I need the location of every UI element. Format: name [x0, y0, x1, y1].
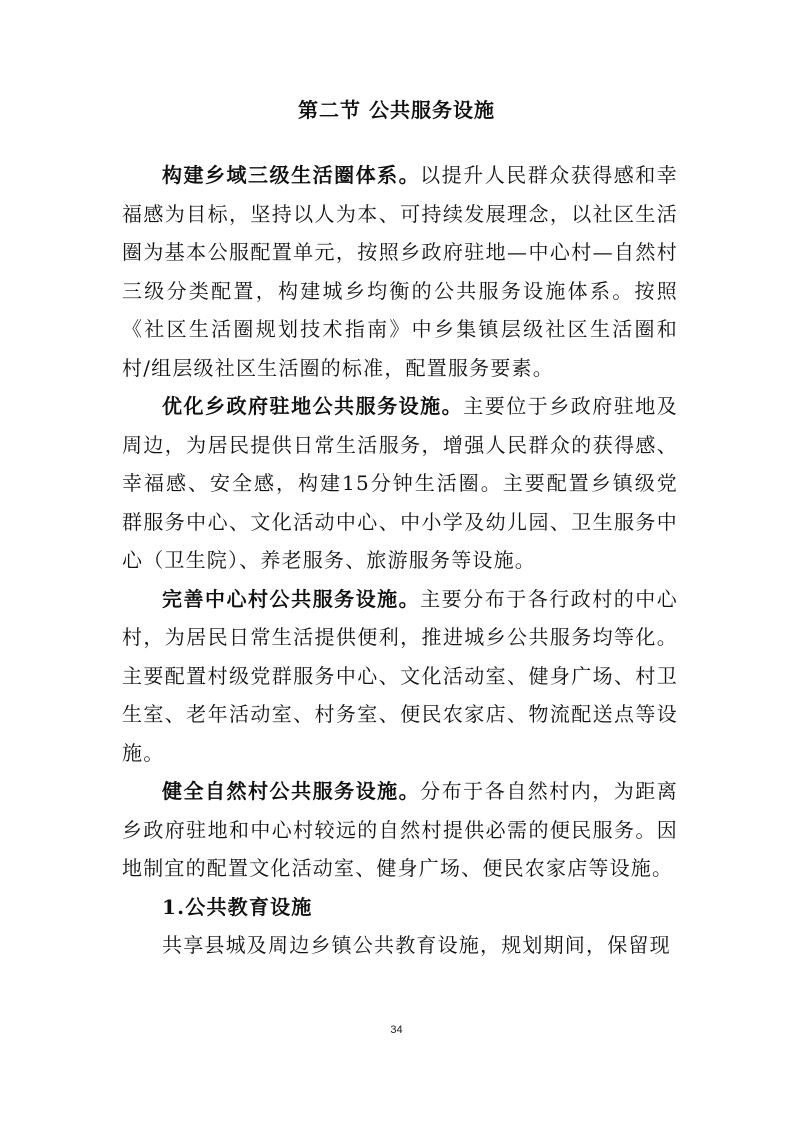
paragraph-lead: 构建乡域三级生活圈体系。: [162, 163, 421, 187]
section-title: 第二节 公共服务设施: [298, 98, 495, 122]
paragraph-education-intro: 共享县城及周边乡镇公共教育设施，规划期间，保留现: [162, 933, 671, 957]
paragraph-lead: 健全自然村公共服务设施。: [162, 779, 421, 803]
body-text: [122, 156, 678, 965]
paragraph-living-circle-system: [122, 156, 678, 387]
paragraph-township-facilities: [122, 387, 678, 580]
subheading-public-education: 1.公共教育设施: [162, 894, 313, 919]
page-number: 34: [390, 1024, 403, 1036]
paragraph-lead: 优化乡政府驻地公共服务设施。: [162, 394, 464, 418]
paragraph-lead: 完善中心村公共服务设施。: [162, 586, 421, 611]
paragraph-text: 以提升人民群众获得感和幸福感为目标，坚持以人为本、可持续发展理念，以社区生活圈为基本公服配置单元，按照乡政府驻地—中心村—自然村三级分类配置，构建城乡均衡的公共服务设施体系。按照《社区生活圈规划技术指南》中乡集镇层级社区生活圈和村/组层级社区生活圈的标准，配置服务要素。: [122, 163, 678, 380]
paragraph-text: 主要位于乡政府驻地及周边，为居民提供日常生活服务，增强人民群众的获得感、幸福感、安全感，构建15分钟生活圈。主要配置乡镇级党群服务中心、文化活动中心、中小学及幼儿园、卫生服务中心（卫生院）、养老服务、旅游服务等设施。: [122, 394, 678, 572]
paragraph-natural-village-facilities: [122, 772, 678, 888]
paragraph-text: 分布于各自然村内，为距离乡政府驻地和中心村较远的自然村提供必需的便民服务。因地制宜的配置文化活动室、健身广场、便民农家店等设施。: [122, 779, 678, 880]
paragraph-text: 主要分布于各行政村的中心村，为居民日常生活提供便利，推进城乡公共服务均等化。主要配置村级党群服务中心、文化活动室、健身广场、村卫生室、老年活动室、村务室、便民农家店、物流配送点等设施。: [122, 586, 678, 765]
paragraph-central-village-facilities: [122, 580, 678, 773]
